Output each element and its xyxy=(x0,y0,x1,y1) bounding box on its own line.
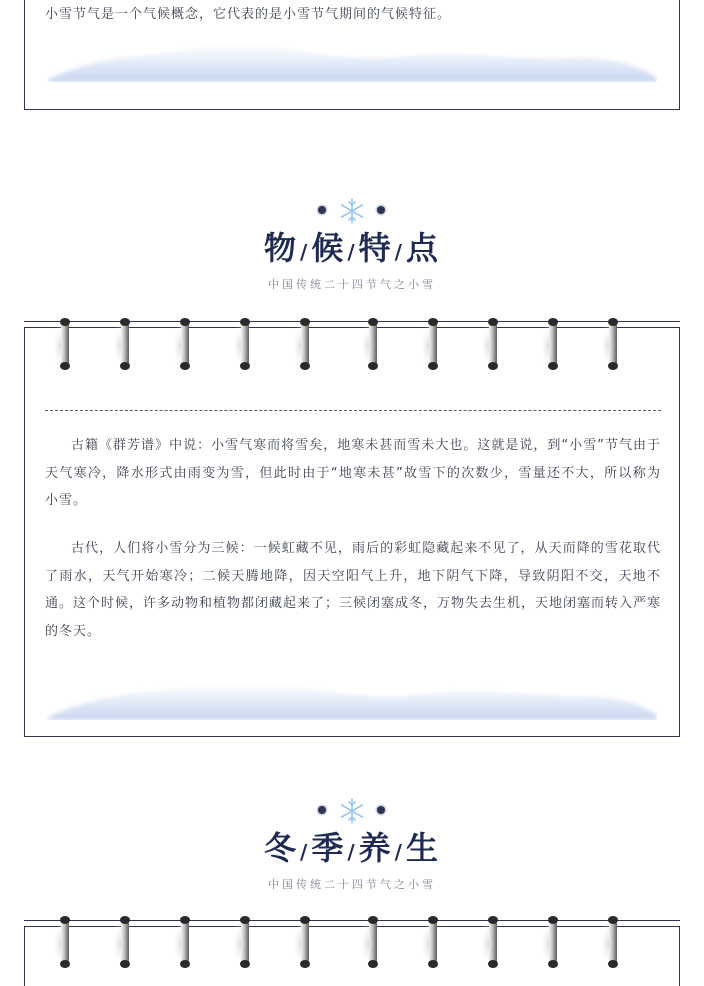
phenology-card xyxy=(24,327,680,737)
title-separator: / xyxy=(347,240,357,264)
ornament-dot xyxy=(377,206,385,214)
title-separator: / xyxy=(347,840,357,864)
section-title xyxy=(0,228,704,272)
spiral-ring-icon xyxy=(234,914,256,970)
title-separator: / xyxy=(394,840,404,864)
snowflake-icon xyxy=(338,797,366,825)
title-separator: / xyxy=(394,240,404,264)
title-char: 特 xyxy=(358,229,393,267)
spiral-ring-icon xyxy=(114,914,136,970)
spiral-ring-icon xyxy=(54,914,76,970)
spiral-ring-icon xyxy=(482,316,504,372)
title-separator: / xyxy=(300,240,310,264)
spiral-ring-icon xyxy=(54,316,76,372)
section-header-winter-health xyxy=(0,796,704,892)
spiral-ring-icon xyxy=(174,914,196,970)
title-char: 冬 xyxy=(264,829,299,867)
snow-drift-decoration xyxy=(47,36,657,82)
spiral-ring-icon xyxy=(542,316,564,372)
spiral-binding xyxy=(0,316,704,372)
intro-text: 小雪节气是一个气候概念，它代表的是小雪节气期间的气候特征。 xyxy=(45,7,452,22)
title-separator: / xyxy=(300,840,310,864)
spiral-ring-icon xyxy=(294,914,316,970)
dashed-divider xyxy=(45,410,661,411)
snowflake-icon xyxy=(338,197,366,225)
ornament-dot xyxy=(377,806,385,814)
snow-drift-decoration xyxy=(47,674,657,720)
spiral-ring-icon xyxy=(422,914,444,970)
ornament-dot xyxy=(318,806,326,814)
spiral-ring-icon xyxy=(602,316,624,372)
intro-card xyxy=(24,0,680,110)
spiral-ring-icon xyxy=(174,316,196,372)
section-ornament xyxy=(0,796,704,824)
ornament-dot xyxy=(318,206,326,214)
spiral-ring-icon xyxy=(362,914,384,970)
spiral-ring-icon xyxy=(362,316,384,372)
paragraph: 古籍《群芳谱》中说：小雪气寒而将雪矣，地寒未甚而雪未大也。这就是说，到“小雪”节气由于天气寒冷，降水形式由雨变为雪，但此时由于“地寒未甚”故雪下的次数少，雪量还不大，所以称为小雪。 xyxy=(45,438,661,508)
title-char: 物 xyxy=(264,229,299,267)
section-subtitle: 中国传统二十四节气之小雪 xyxy=(268,878,436,891)
title-char: 候 xyxy=(311,229,346,267)
spiral-ring-icon xyxy=(294,316,316,372)
title-char: 点 xyxy=(405,229,440,267)
section-ornament xyxy=(0,196,704,224)
spiral-ring-icon xyxy=(422,316,444,372)
spiral-binding xyxy=(0,914,704,970)
spiral-ring-icon xyxy=(482,914,504,970)
paragraph: 古代，人们将小雪分为三候：一候虹藏不见，雨后的彩虹隐藏起来不见了，从天而降的雪花取代了雨水，天气开始寒冷；二候天腾地降，因天空阳气上升，地下阴气下降，导致阴阳不交，天地不通。这个时候，许多动物和植物都闭藏起来了；三候闭塞成冬，万物失去生机，天地闭塞而转入严寒的冬天。 xyxy=(45,541,662,639)
title-char: 生 xyxy=(405,829,440,867)
spiral-ring-icon xyxy=(114,316,136,372)
section-header-phenology xyxy=(0,196,704,292)
title-char: 季 xyxy=(311,829,346,867)
spiral-ring-icon xyxy=(602,914,624,970)
spiral-ring-icon xyxy=(542,914,564,970)
section-title xyxy=(0,828,704,872)
section-subtitle: 中国传统二十四节气之小雪 xyxy=(268,278,436,291)
spiral-ring-icon xyxy=(234,316,256,372)
title-char: 养 xyxy=(358,829,393,867)
